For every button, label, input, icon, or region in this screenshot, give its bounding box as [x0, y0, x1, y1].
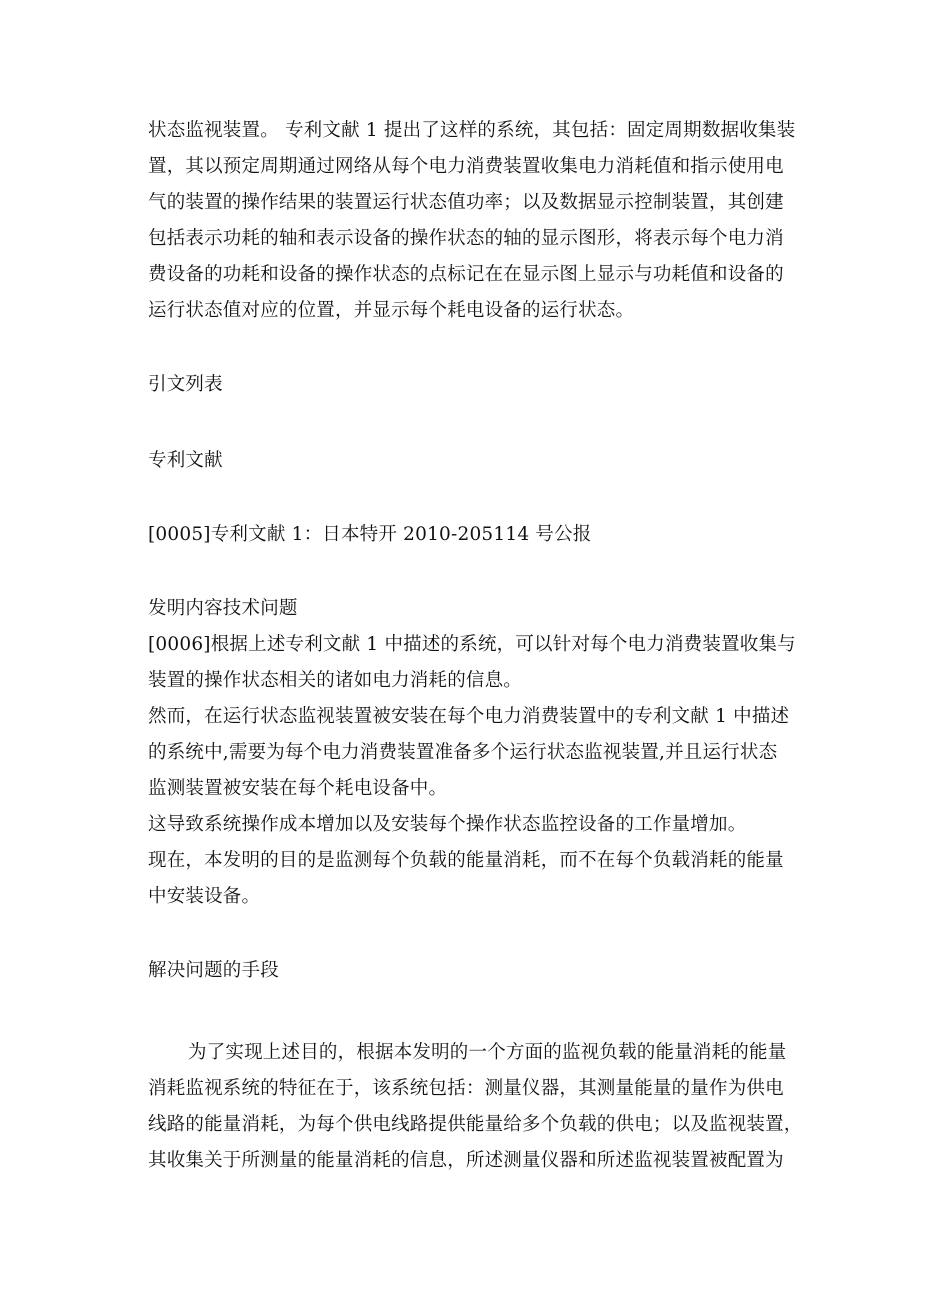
reference-0005: [0005]专利文献 1：日本特开 2010-205114 号公报 — [148, 524, 592, 545]
problem-line: 现在，本发明的目的是监测每个负载的能量消耗，而不在每个负载消耗的能量 — [148, 850, 784, 871]
problem-line: 装置的操作状态相关的诸如电力消耗的信息。 — [148, 670, 523, 691]
solution-heading: 解决问题的手段 — [148, 960, 279, 981]
solution-line: 消耗监视系统的特征在于，该系统包括：测量仪器，其测量能量的量作为供电 — [148, 1078, 784, 1099]
patent-literature-heading: 专利文献 — [148, 450, 223, 471]
problem-line: 监测装置被安装在每个耗电设备中。 — [148, 778, 448, 799]
solution-line: 为了实现上述目的，根据本发明的一个方面的监视负载的能量消耗的能量 — [188, 1042, 787, 1063]
problem-line: 然而，在运行状态监视装置被安装在每个电力消费装置中的专利文献 1 中描述 — [148, 706, 790, 727]
technical-problem-heading: 发明内容技术问题 — [148, 598, 298, 619]
problem-line: 中安装设备。 — [148, 886, 261, 907]
problem-line: 这导致系统操作成本增加以及安装每个操作状态监控设备的工作量增加。 — [148, 814, 747, 835]
intro-line: 置，其以预定周期通过网络从每个电力消费装置收集电力消耗值和指示使用电 — [148, 156, 784, 177]
solution-line: 线路的能量消耗，为每个供电线路提供能量给多个负载的供电；以及监视装置， — [148, 1114, 803, 1135]
intro-line: 费设备的功耗和设备的操作状态的点标记在在显示图上显示与功耗值和设备的 — [148, 264, 784, 285]
intro-line: 运行状态值对应的位置，并显示每个耗电设备的运行状态。 — [148, 300, 635, 321]
intro-line: 状态监视装置。 专利文献 1 提出了这样的系统，其包括：固定周期数据收集装 — [148, 120, 796, 141]
intro-line: 包括表示功耗的轴和表示设备的操作状态的轴的显示图形，将表示每个电力消 — [148, 228, 784, 249]
citation-list-heading: 引文列表 — [148, 374, 223, 395]
problem-line: 的系统中,需要为每个电力消费装置准备多个运行状态监视装置,并且运行状态 — [148, 742, 778, 763]
solution-line: 其收集关于所测量的能量消耗的信息，所述测量仪器和所述监视装置被配置为 — [148, 1150, 784, 1171]
problem-line: [0006]根据上述专利文献 1 中描述的系统，可以针对每个电力消费装置收集与 — [148, 634, 796, 655]
intro-line: 气的装置的操作结果的装置运行状态值功率；以及数据显示控制装置，其创建 — [148, 192, 784, 213]
